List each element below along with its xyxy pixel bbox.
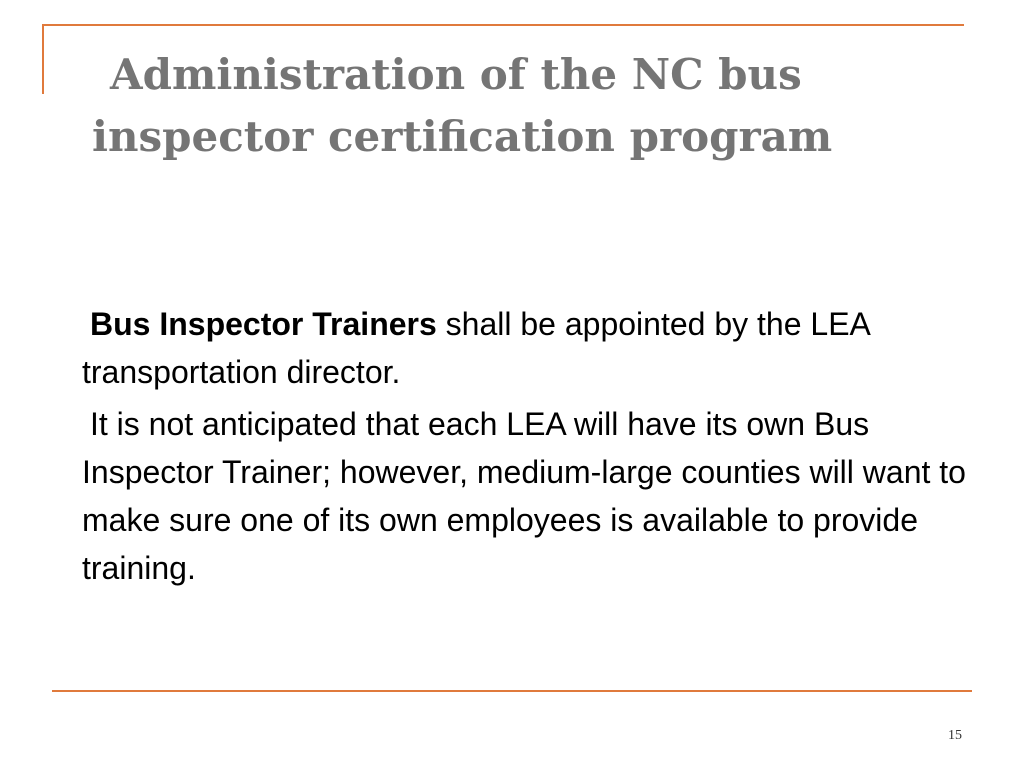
paragraph-1-text: shall be appointed by the LEA transportation director. [82, 306, 870, 390]
bold-term-bus-inspector-trainers: Bus Inspector Trainers [90, 306, 437, 342]
page-number: 15 [948, 728, 962, 743]
paragraph-trainers-appointment [82, 300, 982, 396]
paragraph-lea-trainer-note: It is not anticipated that each LEA will have its own Bus Inspector Trainer; however, medium-large counties will want to make sure one of its own employees is available to provide training. [82, 406, 966, 586]
slide-body [82, 300, 982, 596]
bottom-accent-rule [52, 690, 972, 692]
top-accent-rule [42, 24, 964, 26]
left-accent-rule [42, 24, 44, 94]
slide-title [92, 44, 952, 168]
title-line-2: inspector certification program [92, 112, 833, 161]
title-line-1: Administration of the NC bus [110, 50, 802, 99]
